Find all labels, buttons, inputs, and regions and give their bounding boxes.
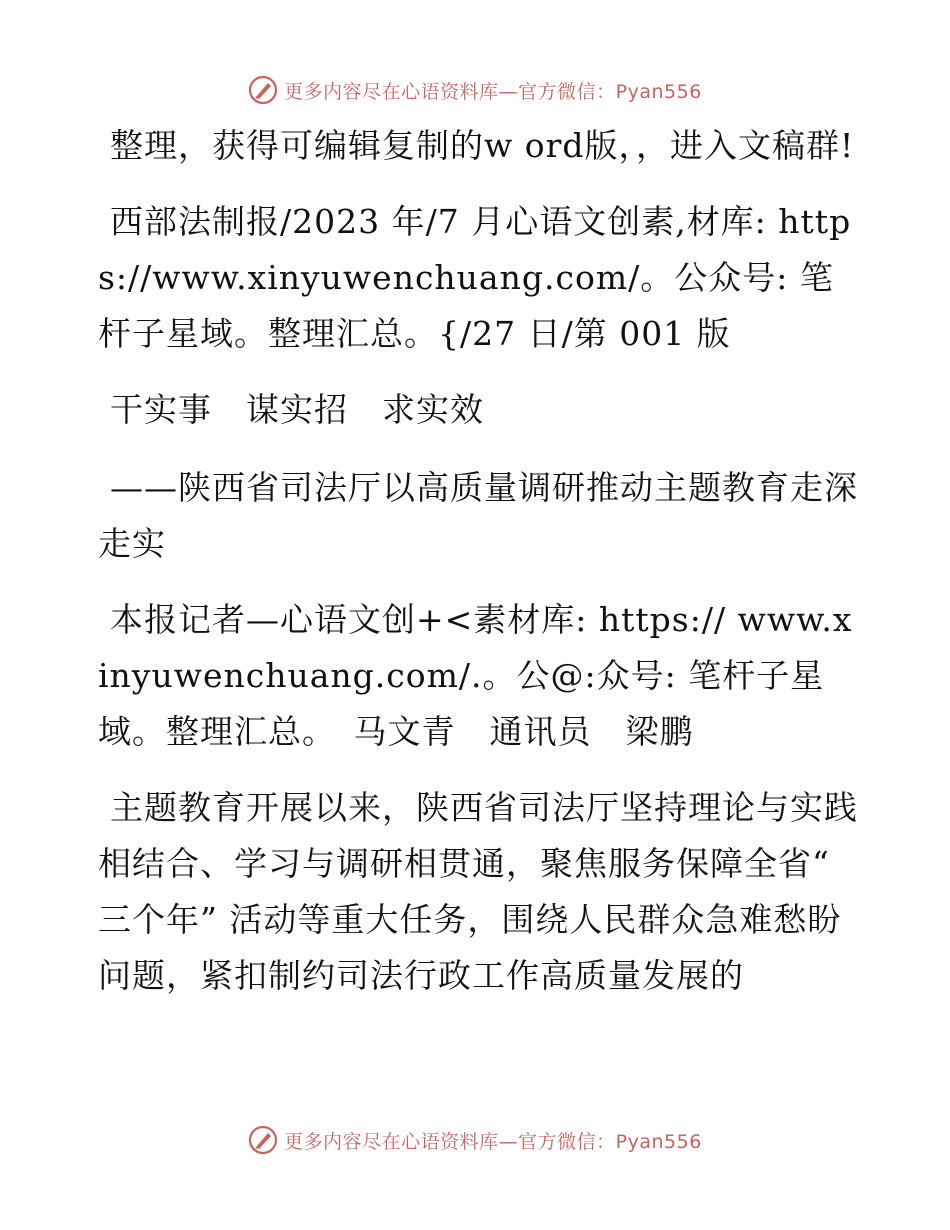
intro-note-paragraph: 整理，获得可编辑复制的w ord版，，进入文稿群!	[110, 126, 855, 165]
quill-pen-circle-icon	[248, 1125, 278, 1155]
article-subtitle: ——陕西省司法厅以高质量调研推动主题教育走深走实	[98, 468, 858, 563]
byline-paragraph: 本报记者—心语文创+<素材库: https:// www.xinyuwenchuang.com/.。公@:众号: 笔杆子星域。整理汇总。 马文青 通讯员 梁鹏	[98, 600, 853, 751]
watermark-text: 更多内容尽在心语资料库—官方微信：Pyan556	[284, 80, 702, 103]
header-watermark-banner	[0, 70, 950, 110]
watermark-text: 更多内容尽在心语资料库—官方微信：Pyan556	[284, 1130, 702, 1153]
quill-pen-circle-icon	[248, 75, 278, 105]
article-title: 干实事 谋实招 求实效	[110, 390, 484, 429]
source-line-paragraph: 西部法制报/2023 年/7 月心语文创素,材库: https://www.xinyuwenchuang.com/。公众号: 笔杆子星域。整理汇总。{/27 日/第 001 版	[98, 202, 852, 353]
footer-watermark-banner	[0, 1120, 950, 1160]
body-paragraph: 主题教育开展以来，陕西省司法厅坚持理论与实践相结合、学习与调研相贯通，聚焦服务保障全省“ 三个年” 活动等重大任务，围绕人民群众急难愁盼问题，紧扣制约司法行政工作高质量发展的	[98, 788, 858, 995]
document-body	[98, 118, 858, 1024]
